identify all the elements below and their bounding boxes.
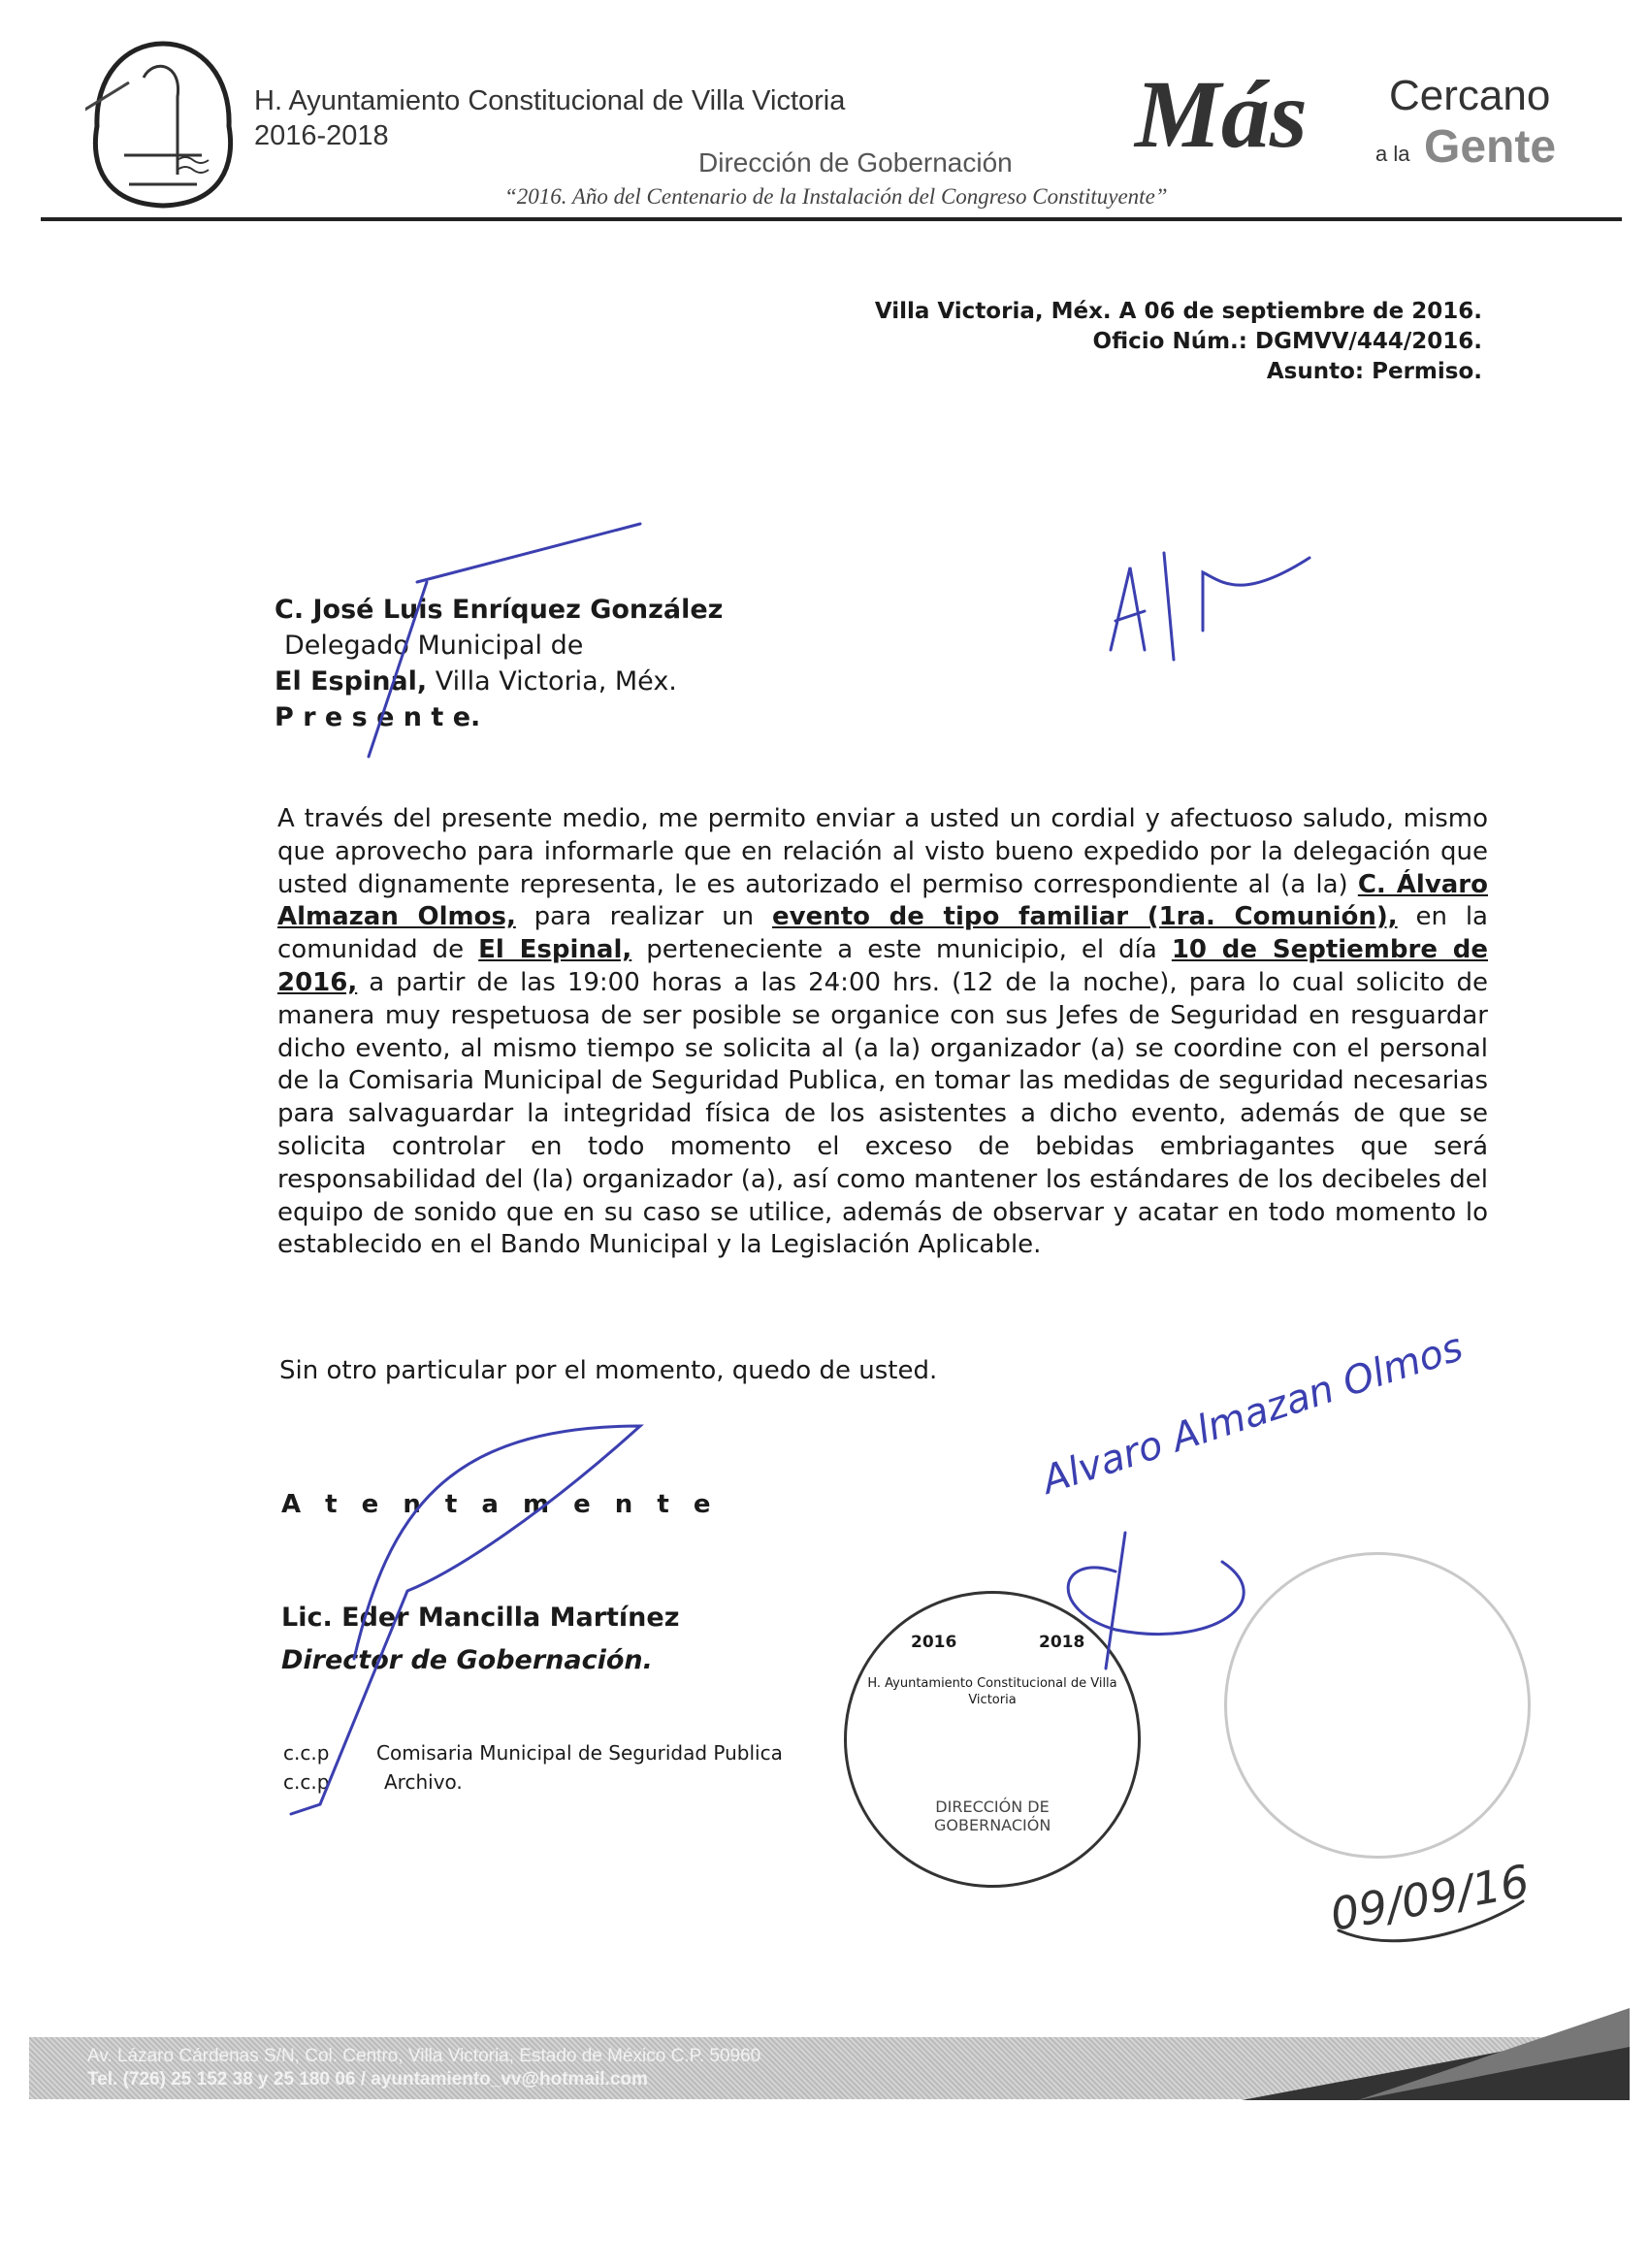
logo-mas: Más [1135, 60, 1308, 168]
event-type: evento de tipo familiar (1ra. Comunión), [772, 902, 1398, 932]
cc-label: c.c.p [283, 1741, 330, 1765]
letter-meta [875, 297, 1482, 387]
administration-period: 2016-2018 [254, 120, 389, 151]
date-underline [1339, 1901, 1523, 1941]
body-text: A través del presente medio, me permito enviar a usted un cordial y afectuoso saludo, mismo que aprovecho para informarle que en relación al visto bueno expedido por la delegación que usted dignamente representa, le es autorizado el permiso correspondiente al (a la) [277, 804, 1488, 899]
atentamente: A t e n t a m e n t e [281, 1490, 719, 1519]
place-date: Villa Victoria, Méx. A 06 de septiembre de 2016. [874, 299, 1482, 324]
official-stamp [844, 1591, 1141, 1888]
addressee-name: C. José Luis Enríquez González [275, 595, 724, 625]
place-rest: Villa Victoria, Méx. [427, 666, 677, 697]
addressee-place [275, 664, 723, 699]
stamp-ring-text: H. Ayuntamiento Constitucional de Villa Victoria [867, 1676, 1117, 1707]
cc-list [283, 1738, 783, 1797]
stamp-year: 2018 [1039, 1633, 1085, 1652]
header-divider [41, 217, 1622, 221]
cc-label: c.c.p [283, 1770, 330, 1794]
stamp-year: 2016 [911, 1633, 957, 1652]
subject: Asunto: Permiso. [1266, 359, 1482, 384]
cc-item [283, 1767, 783, 1797]
body-text: para realizar un [515, 902, 773, 932]
footer-decoration [1242, 2008, 1630, 2105]
year-motto: “2016. Año del Centenario de la Instalación del Congreso Constituyente” [504, 184, 1168, 209]
letter-body [277, 803, 1488, 1262]
footer-address: Av. Lázaro Cárdenas S/N, Col. Centro, Villa Victoria, Estado de México C.P. 50960 [87, 2046, 761, 2066]
community: El Espinal, [478, 935, 632, 965]
cc-recipient: Comisaria Municipal de Seguridad Publica [376, 1741, 783, 1765]
oficio-number: Oficio Núm.: DGMVV/444/2016. [1092, 329, 1482, 354]
receiver-handwritten-name: Alvaro Almazan Olmos [1036, 1324, 1469, 1504]
logo-cercano: Cercano [1389, 72, 1551, 119]
mas-cercano-logo [1135, 60, 1591, 194]
footer-band [29, 2037, 1630, 2099]
event-date: 10 de Septiembre de 2016, [277, 935, 1488, 997]
addressee-role: Delegado Municipal de [284, 631, 584, 661]
department-name: Dirección de Gobernación [698, 147, 1013, 178]
closing-line: Sin otro particular por el momento, quedo de usted. [279, 1356, 938, 1385]
body-text: perteneciente a este municipio, el día [631, 935, 1172, 965]
initials-annotation [1111, 553, 1310, 660]
stamp-department: DIRECCIÓN DE GOBERNACIÓN [934, 1798, 1051, 1834]
beneficiary-name: C. Álvaro Almazan Olmos, [277, 869, 1488, 932]
municipal-coat-of-arms-logo [85, 39, 241, 213]
institution-name: H. Ayuntamiento Constitucional de Villa Victoria [254, 85, 846, 116]
logo-a-la: a la [1375, 142, 1410, 166]
header-institution [254, 83, 845, 153]
place-bold: El Espinal, [275, 666, 428, 697]
logo-gente: Gente [1424, 121, 1557, 173]
footer-contact: Tel. (726) 25 152 38 y 25 180 06 / ayuntamiento_vv@hotmail.com [87, 2069, 648, 2090]
cc-item [283, 1738, 783, 1767]
addressee-block [275, 592, 723, 735]
cc-recipient: Archivo. [384, 1770, 463, 1794]
signer-title: Director de Gobernación. [281, 1645, 653, 1675]
received-date: 09/09/16 [1326, 1854, 1534, 1941]
signer-name: Lic. Eder Mancilla Martínez [281, 1603, 680, 1633]
presente: P r e s e n t e. [275, 702, 481, 732]
body-text: a partir de las 19:00 horas a las 24:00 hrs. (12 de la noche), para lo cual solicito de manera muy respetuosa de ser posible se organice con sus Jefes de Seguridad en resguardar dicho evento, al mismo tiempo se solicita al (a la) organizador (a) se coordine con el personal de la Comisaria Municipal de Seguridad Publica, en tomar las medidas de seguridad necesarias para salvaguardar la integridad física de los asistentes a dicho evento, además de que se solicita controlar en todo momento el exceso de bebidas embriagantes que será responsabilidad del (la) organizador (a), así como mantener los estándares de los decibeles del equipo de sonido que en su caso se utilice, además de observar y acatar en todo momento lo establecido en el Bando Municipal y la Legislación Aplicable. [277, 967, 1488, 1260]
body-text: en la comunidad de [277, 902, 1488, 965]
received-stamp [1224, 1552, 1531, 1859]
